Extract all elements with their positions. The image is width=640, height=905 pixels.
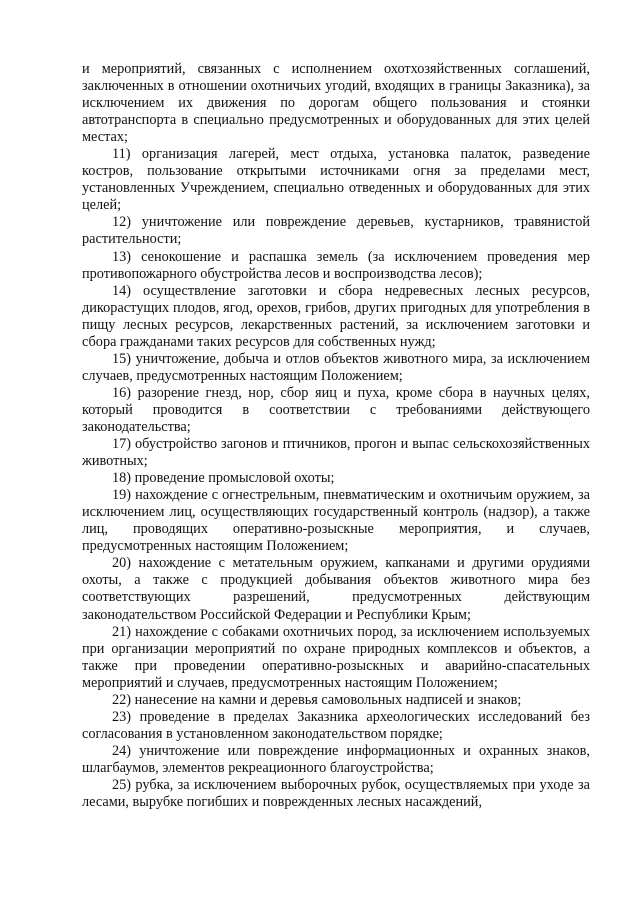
list-item-19: 19) нахождение с огнестрельным, пневматическим и охотничьим оружием, за исключением лиц, осуществляющих государственный контроль (надзор), а также лиц, проводящих оперативно-розыскные мероприятия, и случаев, предусмотренных настоящим Положением; bbox=[82, 487, 590, 555]
list-item-18: 18) проведение промысловой охоты; bbox=[112, 470, 335, 487]
list-item-25: 25) рубка, за исключением выборочных рубок, осуществляемых при уходе за лесами, вырубке погибших и поврежденных лесных насаждений, bbox=[82, 776, 590, 811]
list-item-13: 13) сенокошение и распашка земель (за исключением проведения мер противопожарного обустройства лесов и воспроизводства лесов); bbox=[82, 248, 590, 282]
list-item-14: 14) осуществление заготовки и сбора недревесных лесных ресурсов, дикорастущих плодов, ягод, орехов, грибов, других пригодных для употребления в пищу лесных ресурсов, лекарственных растений, за исключением заготовки и сбора гражданами таких ресурсов для собственных нужд; bbox=[82, 282, 590, 350]
list-item-24: 24) уничтожение или повреждение информационных и охранных знаков, шлагбаумов, элементов рекреационного благоустройства; bbox=[82, 742, 590, 776]
list-item-22: 22) нанесение на камни и деревья самовольных надписей и знаков; bbox=[112, 691, 522, 708]
list-item-15: 15) уничтожение, добыча и отлов объектов животного мира, за исключением случаев, предусмотренных настоящим Положением; bbox=[82, 350, 590, 384]
paragraph-continuation: и мероприятий, связанных с исполнением охотхозяйственных соглашений, заключенных в отношении охотничьих угодий, входящих в границы Заказника), за исключением их движения по дорогам общего пользования и стоянки автотранспорта в специально предусмотренных и оборудованных для этих целей местах; bbox=[82, 61, 590, 146]
list-item-12: 12) уничтожение или повреждение деревьев, кустарников, травянистой растительности; bbox=[82, 214, 590, 248]
list-item-23: 23) проведение в пределах Заказника археологических исследований без согласования в установленном законодательством порядке; bbox=[82, 708, 590, 742]
list-item-17: 17) обустройство загонов и птичников, прогон и выпас сельскохозяйственных животных; bbox=[82, 436, 590, 470]
list-item-20: 20) нахождение с метательным оружием, капканами и другими орудиями охоты, а также с продукцией добывания объектов животного мира без соответствующих разрешений, предусмотренных действующим законодательством Российской Федерации и Республики Крым; bbox=[82, 555, 590, 623]
document-body bbox=[82, 61, 590, 811]
list-item-11: 11) организация лагерей, мест отдыха, установка палаток, разведение костров, пользование открытыми источниками огня за пределами мест, установленных Учреждением, специально отведенных и оборудованных для этих целей; bbox=[82, 146, 590, 214]
list-item-21: 21) нахождение с собаками охотничьих пород, за исключением используемых при организации мероприятий по охране природных комплексов и объектов, а также при проведении оперативно-розыскных и аварийно-спасательных мероприятий и случаев, предусмотренных настоящим Положением; bbox=[82, 623, 590, 691]
list-item-16: 16) разорение гнезд, нор, сбор яиц и пуха, кроме сбора в научных целях, который проводится в соответствии с требованиями действующего законодательства; bbox=[82, 384, 590, 435]
